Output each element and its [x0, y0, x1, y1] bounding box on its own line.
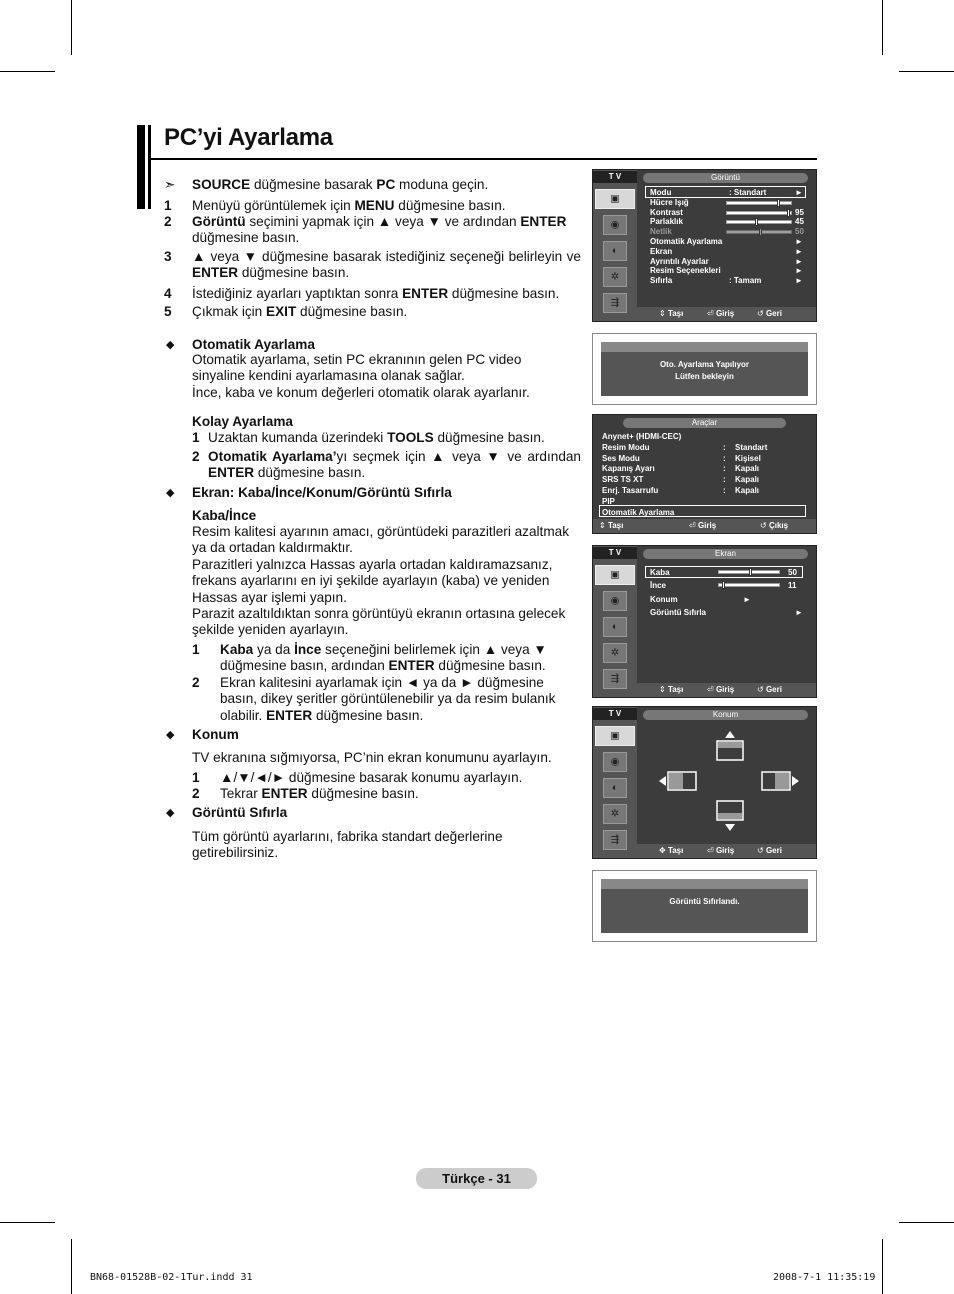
sound-icon[interactable]: ◉	[603, 215, 627, 235]
paragraph: Resim kalitesi ayarının amacı, görüntüdeki parazitleri azaltmak ya da ortadan kaldırmaktır.	[192, 524, 570, 556]
step-number: 1	[192, 770, 200, 785]
tools-item-value: Kapalı	[735, 486, 760, 495]
chevron-right-icon: ►	[795, 608, 803, 617]
sound-icon[interactable]: ◉	[603, 752, 627, 772]
input-icon[interactable]: ⇶	[603, 830, 627, 850]
back-hint: ↺ Geri	[757, 309, 782, 318]
bullet-icon: ◆	[166, 339, 175, 351]
tools-item-value: Kapalı	[735, 475, 760, 485]
menu-item-label[interactable]: Modu	[650, 188, 672, 197]
menu-item-value: 45	[795, 217, 804, 227]
menu-item-label[interactable]: Resim Seçenekleri	[650, 266, 721, 276]
input-icon[interactable]: ⇶	[603, 293, 627, 313]
crop-mark	[899, 71, 954, 72]
slug-filename: BN68-01528B-02-1Tur.indd 31	[90, 1272, 253, 1283]
crop-mark	[71, 1239, 72, 1294]
page-number: Türkçe - 31	[416, 1168, 537, 1189]
message-line: Lütfen bekleyin	[675, 372, 734, 381]
chevron-right-icon: ►	[795, 256, 803, 266]
step-number: 1	[192, 430, 200, 445]
step-number: 2	[164, 214, 172, 229]
menu-item-value: 95	[795, 207, 804, 217]
paragraph: Tüm görüntü ayarlarını, fabrika standart değerlerine getirebilirsiniz.	[192, 829, 503, 861]
tools-item-value: Standart	[735, 442, 768, 452]
menu-header: Konum	[643, 710, 808, 720]
auto-adjust-message	[592, 333, 817, 405]
menu-item-label[interactable]: Netlik	[650, 227, 672, 237]
menu-item-label[interactable]: Konum	[650, 595, 678, 604]
menu-header: Araçlar	[623, 418, 786, 428]
tv-picture-menu	[592, 169, 817, 322]
setup-icon[interactable]: ✲	[603, 267, 627, 287]
menu-item-value: 50	[795, 227, 804, 237]
menu-footer	[593, 519, 816, 533]
picture-icon[interactable]: ▣	[595, 189, 635, 209]
paragraph: Otomatik ayarlama, setin PC ekranının gelen PC video sinyaline kendini ayarlamasına olanak sağlar.	[192, 352, 522, 384]
menu-item-label[interactable]: Görüntü Sıfırla	[650, 608, 706, 617]
tv-label: T V	[593, 708, 637, 720]
sound-icon[interactable]: ◉	[603, 591, 627, 611]
move-hint: ⇕ Taşı	[659, 309, 684, 318]
position-diagram	[637, 721, 817, 846]
chevron-right-icon: ►	[795, 188, 803, 197]
tools-item-label[interactable]: Kapanış Ayarı	[602, 464, 655, 474]
step-number: 5	[164, 304, 172, 319]
tools-item-label[interactable]: PIP	[602, 496, 615, 506]
tools-item-sep: :	[723, 442, 726, 452]
enter-hint: ⏎ Giriş	[707, 846, 735, 855]
fine-slider[interactable]	[718, 583, 780, 587]
menu-footer	[637, 683, 816, 697]
tools-item-value: Kişisel	[735, 453, 761, 463]
step-number: 2	[192, 786, 200, 801]
tools-menu	[592, 414, 817, 534]
paragraph: Parazit azaltıldıktan sonra görüntüyü ekranın ortasına gelecek şekilde yeniden ayarlayın.	[192, 606, 566, 638]
intro-arrow: ➣	[164, 177, 176, 192]
menu-item-label[interactable]: Hücre Işığ	[650, 197, 689, 207]
title-decoration	[148, 125, 151, 209]
enter-hint: ⏎ Giriş	[707, 309, 735, 318]
sharpness-slider	[726, 230, 792, 234]
section-heading: Otomatik Ayarlama	[192, 337, 315, 352]
back-hint: ↺ Geri	[757, 685, 782, 694]
message-line: Görüntü Sıfırlandı.	[669, 897, 740, 906]
menu-item-label[interactable]: Ayrıntılı Ayarlar	[650, 256, 709, 266]
setup-icon[interactable]: ✲	[603, 804, 627, 824]
tools-item-label[interactable]: Resim Modu	[602, 442, 650, 452]
step-5: Çıkmak için EXIT düğmesine basın.	[192, 304, 408, 319]
menu-item-label[interactable]: Ekran	[650, 246, 673, 256]
exit-hint: ↺ Çıkış	[760, 521, 789, 530]
tools-item-sep: :	[723, 475, 726, 485]
arrow-up-icon	[725, 731, 735, 738]
tv-position-menu	[592, 706, 817, 859]
step-number: 2	[192, 675, 200, 690]
move-hint: ⇕ Taşı	[659, 685, 684, 694]
contrast-slider[interactable]	[726, 211, 792, 215]
easy-step-1: Uzaktan kumanda üzerindeki TOOLS düğmesine basın.	[208, 430, 545, 445]
channel-icon[interactable]: ◐	[603, 241, 627, 261]
chevron-right-icon: ►	[795, 246, 803, 256]
step-number: 2	[192, 449, 200, 464]
menu-item-label[interactable]: Parlaklık	[650, 217, 683, 227]
tools-item-label[interactable]: SRS TS XT	[602, 475, 644, 485]
chevron-right-icon: ►	[743, 595, 751, 604]
bullet-icon: ◆	[166, 807, 175, 819]
bullet-icon: ◆	[166, 487, 175, 499]
paragraph: Parazitleri yalnızca Hassas ayarla ortadan kaldıramazsanız, frekans ayarlarını en iyi şekilde ayarlayın (kaba) ve yeniden Hassas ayar işlemi yapın.	[192, 557, 553, 605]
message-line: Oto. Ayarlama Yapılıyor	[659, 360, 750, 369]
screen-step-2: Ekran kalitesini ayarlamak için ◄ ya da ► düğmesine basın, dikey şeritler görüntülenebilir ya da resim bulanık olabilir. ENTER düğmesine basın.	[220, 675, 556, 723]
arrow-right-icon	[792, 776, 799, 786]
menu-header: Görüntü	[643, 173, 808, 183]
input-icon[interactable]: ⇶	[603, 669, 627, 689]
crop-mark	[0, 71, 55, 72]
picture-icon[interactable]: ▣	[595, 565, 635, 585]
move-hint: ✥ Taşı	[659, 846, 684, 855]
step-number: 4	[164, 286, 172, 301]
menu-item-label[interactable]: Kontrast	[650, 207, 683, 217]
crop-mark	[0, 1222, 55, 1223]
position-step-1: ▲/▼/◄/► düğmesine basarak konumu ayarlayın.	[220, 770, 523, 785]
paragraph: TV ekranına sığmıyorsa, PC’nin ekran konumunu ayarlayın.	[192, 750, 552, 765]
enter-hint: ⏎ Giriş	[707, 685, 735, 694]
channel-icon[interactable]: ◐	[603, 617, 627, 637]
section-heading: Görüntü Sıfırla	[192, 805, 288, 820]
move-hint: ⇕ Taşı	[599, 521, 624, 530]
tv-label: T V	[593, 171, 637, 183]
reset-message	[592, 870, 817, 942]
position-step-2: Tekrar ENTER düğmesine basın.	[220, 786, 419, 801]
screen-step-1: Kaba ya da İnce seçeneğini belirlemek için ▲ veya ▼ düğmesine basın, ardından ENTER düğmesine basın.	[220, 642, 547, 674]
chevron-right-icon: ►	[795, 266, 803, 276]
step-number: 1	[164, 198, 172, 213]
chevron-right-icon: ►	[795, 237, 803, 246]
arrow-down-icon	[725, 824, 735, 831]
step-number: 1	[192, 642, 200, 657]
crop-mark	[71, 0, 72, 55]
menu-item-value: : Tamam	[729, 276, 762, 286]
menu-footer	[637, 307, 816, 321]
tools-item-label[interactable]: Ses Modu	[602, 453, 640, 463]
picture-icon[interactable]: ▣	[595, 726, 635, 746]
tools-item-sep: :	[723, 486, 726, 495]
crop-mark	[882, 1239, 883, 1294]
paragraph: İnce, kaba ve konum değerleri otomatik olarak ayarlanır.	[192, 385, 530, 400]
crop-mark	[882, 0, 883, 55]
menu-item-label[interactable]: İnce	[650, 581, 667, 590]
setup-icon[interactable]: ✲	[603, 643, 627, 663]
title-decoration	[137, 125, 145, 209]
selection-highlight	[599, 505, 806, 517]
menu-item-label[interactable]: Sıfırla	[650, 276, 673, 286]
slug-timestamp: 2008-7-1 11:35:19	[773, 1272, 876, 1283]
tools-item-sep: :	[723, 464, 726, 474]
menu-footer	[637, 844, 816, 858]
menu-item-value: : Standart	[729, 188, 767, 197]
back-hint: ↺ Geri	[757, 846, 782, 855]
backlight-slider[interactable]	[726, 201, 792, 205]
title-rule	[151, 158, 817, 160]
tools-item-label[interactable]: Otomatik Ayarlama	[602, 507, 675, 517]
section-heading: Ekran: Kaba/İnce/Konum/Görüntü Sıfırla	[192, 485, 452, 500]
arrow-left-icon	[659, 776, 666, 786]
tv-label: T V	[593, 547, 637, 559]
menu-item-label[interactable]: Otomatik Ayarlama	[650, 237, 723, 246]
intro-source: SOURCE düğmesine basarak PC moduna geçin.	[192, 177, 489, 192]
tools-item-label[interactable]: Enrj. Tasarrufu	[602, 486, 659, 495]
step-2: Görüntü seçimini yapmak için ▲ veya ▼ ve ardından ENTER düğmesine basın.	[192, 214, 567, 246]
menu-header: Ekran	[643, 549, 808, 559]
easy-step-2: Otomatik Ayarlama’yı seçmek için ▲ veya ▼ ve ardından ENTER düğmesine basın.	[208, 449, 581, 481]
page-title: PC’yi Ayarlama	[164, 124, 333, 151]
step-1: Menüyü görüntülemek için MENU düğmesine basın.	[192, 198, 506, 213]
step-3: ▲ veya ▼ düğmesine basarak istediğiniz seçeneği belirleyin ve ENTER düğmesine basın.	[192, 249, 581, 281]
section-heading: Konum	[192, 727, 239, 742]
tools-item-sep: :	[723, 453, 726, 463]
coarse-slider[interactable]	[718, 570, 780, 574]
menu-item-value: 50	[788, 568, 797, 577]
menu-item-label[interactable]: Kaba	[650, 568, 670, 577]
sub-heading: Kaba/İnce	[192, 508, 257, 523]
menu-item-value: 11	[788, 581, 797, 590]
channel-icon[interactable]: ◐	[603, 778, 627, 798]
enter-hint: ⏎ Giriş	[689, 521, 717, 530]
crop-mark	[899, 1222, 954, 1223]
step-4: İstediğiniz ayarları yaptıktan sonra ENTER düğmesine basın.	[192, 286, 560, 301]
chevron-right-icon: ►	[795, 276, 803, 286]
tools-item-value: Kapalı	[735, 464, 760, 474]
tools-item-label[interactable]: Anynet+ (HDMI-CEC)	[602, 432, 682, 441]
sub-heading: Kolay Ayarlama	[192, 414, 293, 429]
tv-screen-menu	[592, 545, 817, 698]
bullet-icon: ◆	[166, 729, 175, 741]
step-number: 3	[164, 249, 172, 264]
brightness-slider[interactable]	[726, 220, 792, 224]
